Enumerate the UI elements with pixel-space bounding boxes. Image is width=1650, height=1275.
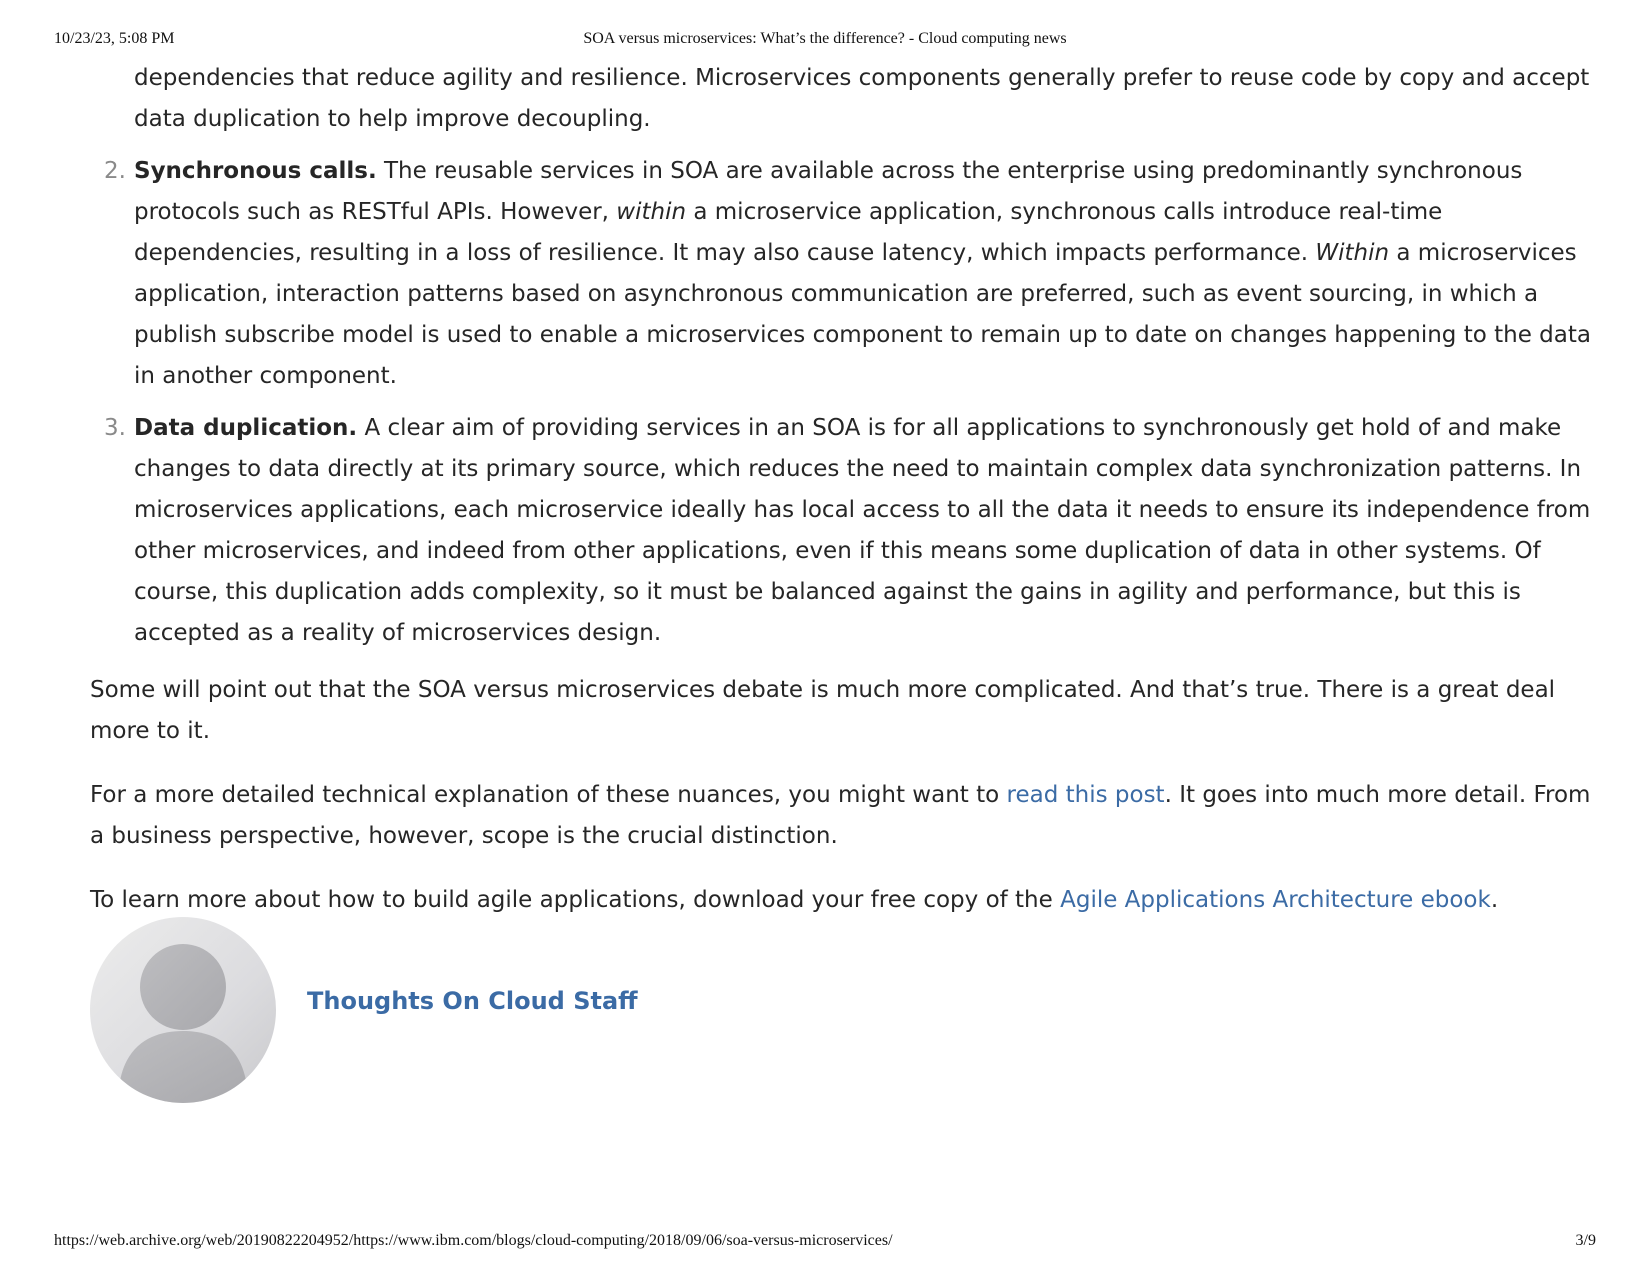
- paragraph-text: To learn more about how to build agile applications, download your free copy of the: [90, 887, 1061, 913]
- paragraph-text: Some will point out that the SOA versus microservices debate is much more complicated. And that’s true. There is a great deal more to it.: [90, 677, 1556, 744]
- paragraph-text: For a more detailed technical explanation of these nuances, you might want to: [90, 782, 1007, 808]
- author-card: [90, 917, 790, 1103]
- list-item-text: A clear aim of providing services in an SOA is for all applications to synchronously get hold of and make changes to data directly at its primary source, which reduces the need to maintain complex data synchronization patterns. In microservices applications, each microservice ideally has local access to all the data it needs to ensure its independence from other microservices, and indeed from other applications, even if this means some duplication of data in other systems. Of course, this duplication adds complexity, so it must be balanced against the gains in agility and performance, but this is accepted as a reality of microservices design.: [134, 415, 1591, 646]
- list-item-number: 2.: [104, 158, 126, 184]
- ebook-link[interactable]: Agile Applications Architecture ebook: [1060, 887, 1491, 913]
- author-name-link[interactable]: Thoughts On Cloud Staff: [307, 987, 638, 1015]
- article-body: [90, 58, 1600, 944]
- avatar-silhouette-icon: [90, 917, 276, 1103]
- list-item-heading: Data duplication.: [134, 415, 358, 441]
- print-header: [54, 30, 1596, 52]
- print-datetime: 10/23/23, 5:08 PM: [54, 30, 175, 47]
- paragraph: [90, 670, 1600, 752]
- list-item-number: 3.: [104, 415, 126, 441]
- list-item-text: a microservices application, interaction patterns based on asynchronous communication are preferred, such as event sourcing, in which a publish subscribe model is used to enable a microservices component to remain up to date on changes happening to the data in another component.: [134, 240, 1591, 389]
- print-page-number: 3/9: [1575, 1232, 1596, 1249]
- print-url: https://web.archive.org/web/20190822204952/https://www.ibm.com/blogs/cloud-computing/2018/09/06/soa-versus-microservices/: [54, 1232, 893, 1249]
- emphasis-text: within: [616, 199, 687, 225]
- list-item: [90, 408, 1600, 654]
- paragraph: [90, 880, 1600, 921]
- print-page-title: SOA versus microservices: What’s the difference? - Cloud computing news: [583, 30, 1067, 47]
- read-this-post-link[interactable]: read this post: [1006, 782, 1165, 808]
- emphasis-text: Within: [1315, 240, 1390, 266]
- list-item-text: dependencies that reduce agility and resilience. Microservices components generally prefer to reuse code by copy and accept data duplication to help improve decoupling.: [134, 65, 1590, 132]
- print-footer: [54, 1232, 1596, 1254]
- paragraph-text: .: [1490, 887, 1499, 913]
- list-item-continued: [90, 58, 1600, 140]
- list-item-text: a microservice application, synchronous calls introduce real-time dependencies, resulting in a loss of resilience. It may also cause latency, which impacts performance.: [134, 199, 1443, 266]
- list-item: [90, 151, 1600, 397]
- paragraph-text: . It goes into much more detail. From a business perspective, however, scope is the crucial distinction.: [90, 782, 1591, 849]
- paragraph: [90, 775, 1600, 857]
- differences-list: [90, 58, 1600, 654]
- default-user-avatar-icon[interactable]: [90, 917, 276, 1103]
- list-item-heading: Synchronous calls.: [134, 158, 377, 184]
- list-item-text: The reusable services in SOA are available across the enterprise using predominantly synchronous protocols such as RESTful APIs. However,: [134, 158, 1523, 225]
